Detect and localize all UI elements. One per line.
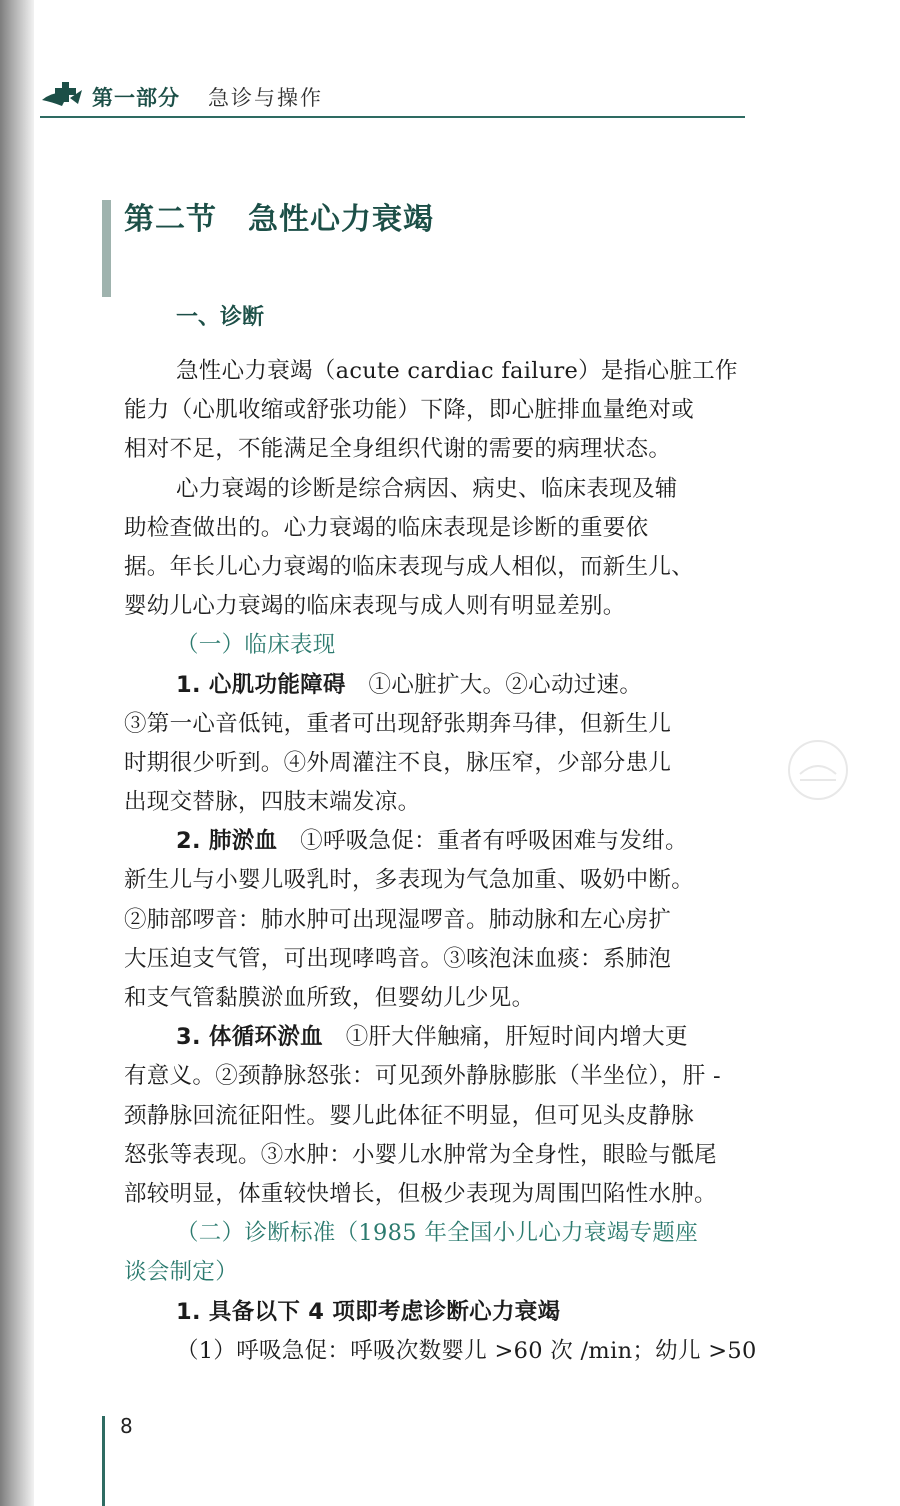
text-line [124, 470, 746, 509]
text-segment: ①心脏扩大。②心动过速。 [345, 671, 643, 698]
text-line [124, 587, 746, 626]
item-heading: 2. 肺淤血 [176, 828, 278, 855]
item-heading: 3. 体循环淤血 [176, 1024, 323, 1051]
text-line [124, 901, 746, 940]
watermark-stamp-icon [786, 738, 850, 802]
text-line [124, 744, 746, 783]
text-segment: 相对不足，不能满足全身组织代谢的需要的病理状态。 [124, 436, 672, 463]
subsection-heading: （二）诊断标准（1985 年全国小儿心力衰竭专题座 [176, 1220, 698, 1247]
subsection-heading: 谈会制定） [124, 1259, 239, 1286]
text-segment: ①呼吸急促：重者有呼吸困难与发绀。 [277, 828, 688, 855]
text-line [124, 940, 746, 979]
text-segment: 大压迫支气管，可出现哮鸣音。③咳泡沫血痰：系肺泡 [124, 945, 672, 972]
book-spine-shadow [0, 0, 34, 1506]
footer-accent-bar [102, 1416, 105, 1506]
text-segment: 部较明显，体重较快增长，但极少表现为周围凹陷性水肿。 [124, 1180, 717, 1207]
running-header [40, 80, 745, 118]
text-line [124, 783, 746, 822]
text-segment: 急性心力衰竭（acute cardiac failure）是指心脏工作 [176, 358, 738, 384]
text-line [124, 391, 746, 430]
text-segment: 助检查做出的。心力衰竭的临床表现是诊断的重要依 [124, 514, 649, 541]
cross-logo-icon [40, 80, 84, 112]
text-line [124, 666, 746, 705]
text-line [124, 1214, 746, 1253]
text-line [124, 548, 746, 587]
text-segment: 婴幼儿心力衰竭的临床表现与成人则有明显差别。 [124, 593, 626, 620]
subheading-diagnosis: 一、诊断 [176, 305, 265, 330]
text-line [124, 1057, 746, 1096]
text-segment: ①肝大伴触痛，肝短时间内增大更 [322, 1024, 688, 1051]
text-line [124, 430, 746, 469]
text-line [124, 1175, 746, 1214]
text-segment: 颈静脉回流征阳性。婴儿此体征不明显，但可见头皮静脉 [124, 1102, 695, 1129]
text-line [124, 705, 746, 744]
text-segment: 据。年长儿心力衰竭的临床表现与成人相似，而新生儿、 [124, 553, 695, 580]
section-accent-bar [102, 200, 111, 297]
text-line [124, 861, 746, 900]
text-segment: （1）呼吸急促：呼吸次数婴儿 >60 次 /min；幼儿 >50 [176, 1337, 757, 1364]
text-segment: 有意义。②颈静脉怒张：可见颈外静脉膨胀（半坐位），肝 - [124, 1063, 721, 1090]
text-line [124, 822, 746, 861]
text-segment: 出现交替脉，四肢末端发凉。 [124, 789, 421, 816]
text-line [124, 1018, 746, 1057]
item-heading: 1. 具备以下 4 项即考虑诊断心力衰竭 [176, 1298, 561, 1325]
text-line [124, 626, 746, 665]
header-chapter-title: 急诊与操作 [208, 86, 323, 110]
text-segment: 能力（心肌收缩或舒张功能）下降，即心脏排血量绝对或 [124, 397, 695, 424]
subsection-heading: （一）临床表现 [176, 632, 336, 659]
text-segment: ③第一心音低钝，重者可出现舒张期奔马律，但新生儿 [124, 710, 672, 737]
text-line [124, 979, 746, 1018]
text-segment: 和支气管黏膜淤血所致，但婴幼儿少见。 [124, 985, 535, 1011]
text-segment: 怒张等表现。③水肿：小婴儿水肿常为全身性，眼睑与骶尾 [124, 1141, 717, 1168]
text-line [124, 1253, 746, 1292]
header-part-label: 第一部分 [92, 86, 180, 110]
text-segment: 心力衰竭的诊断是综合病因、病史、临床表现及辅 [176, 475, 678, 502]
text-line [124, 1332, 757, 1371]
text-segment: 时期很少听到。④外周灌注不良，脉压窄，少部分患儿 [124, 749, 672, 776]
text-segment: ②肺部啰音：肺水肿可出现湿啰音。肺动脉和左心房扩 [124, 906, 672, 933]
page-number: 8 [120, 1414, 133, 1438]
text-line [124, 1293, 746, 1332]
text-line [124, 1097, 746, 1136]
section-title: 第二节 急性心力衰竭 [124, 202, 434, 237]
text-line [124, 509, 746, 548]
body-text [124, 352, 757, 1371]
text-line [124, 1136, 746, 1175]
text-line [124, 352, 746, 391]
item-heading: 1. 心肌功能障碍 [176, 671, 346, 698]
text-segment: 新生儿与小婴儿吸乳时，多表现为气急加重、吸奶中断。 [124, 867, 695, 894]
